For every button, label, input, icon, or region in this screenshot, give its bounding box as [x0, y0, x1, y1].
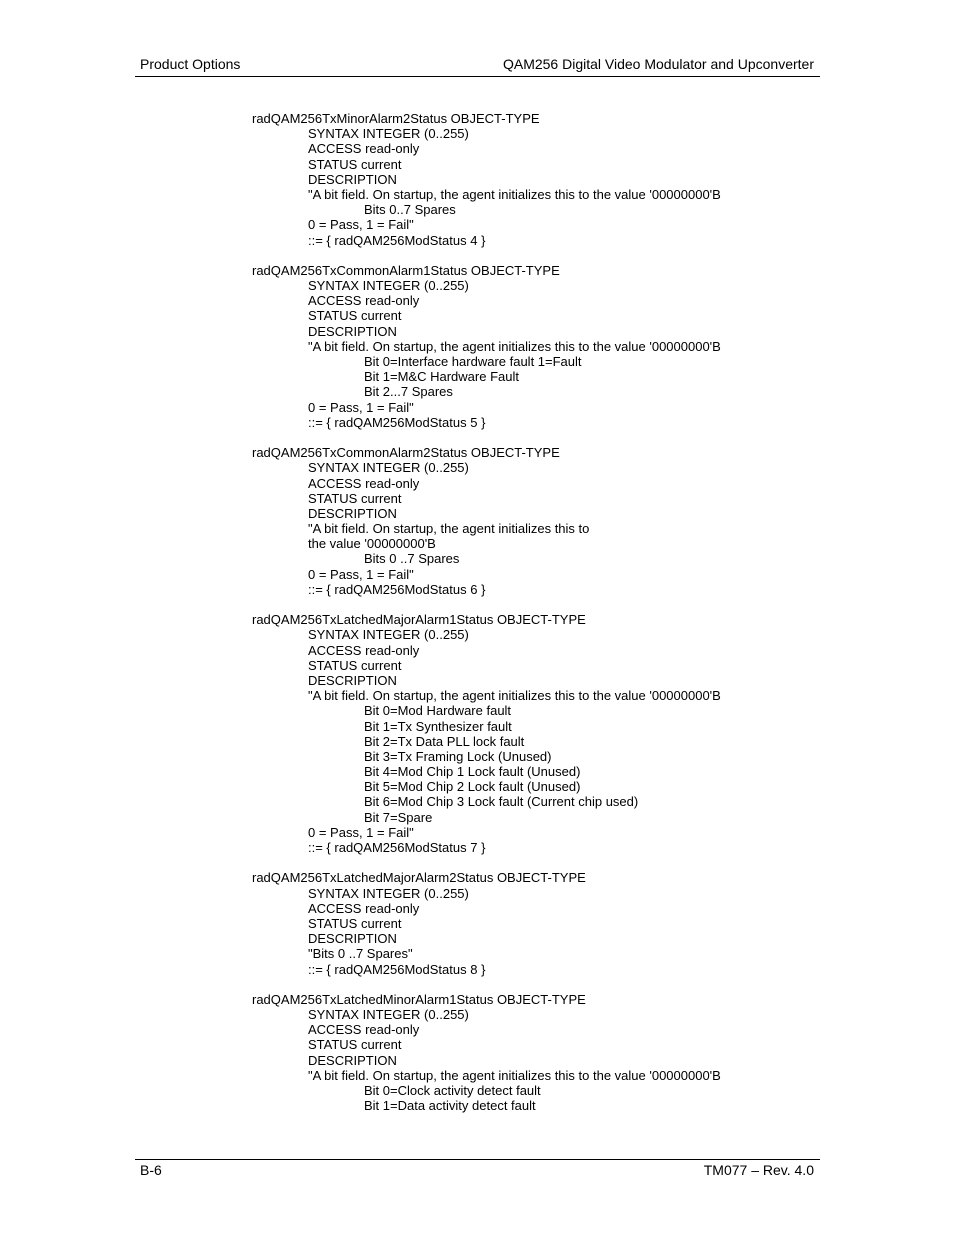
- status-line: STATUS current: [308, 1037, 402, 1053]
- object-type-name: radQAM256TxCommonAlarm1Status OBJECT-TYPE: [252, 262, 560, 278]
- object-type-name: radQAM256TxLatchedMinorAlarm1Status OBJECT-TYPE: [252, 991, 586, 1007]
- page-footer: [140, 1162, 814, 1180]
- object-type-name: radQAM256TxCommonAlarm2Status OBJECT-TYPE: [252, 445, 560, 461]
- description-text: "A bit field. On startup, the agent initializes this to the value '00000000'B: [308, 186, 721, 202]
- bit-definition: Bit 1=Tx Synthesizer fault: [364, 718, 512, 734]
- bit-definition: Bit 0=Clock activity detect fault: [364, 1083, 541, 1098]
- oid-assignment: ::= { radQAM256ModStatus 7 }: [308, 840, 486, 855]
- header-section-title: Product Options: [140, 56, 241, 72]
- mib-object-block: [252, 870, 812, 976]
- pass-fail-legend: 0 = Pass, 1 = Fail": [308, 824, 414, 840]
- status-line: STATUS current: [308, 915, 402, 931]
- mib-definitions: [252, 111, 812, 1129]
- bit-definition: Bit 1=M&C Hardware Fault: [364, 369, 519, 385]
- page-header: [140, 56, 814, 74]
- bit-definition: Bit 1=Data activity detect fault: [364, 1098, 536, 1114]
- access-line: ACCESS read-only: [308, 475, 420, 491]
- header-document-title: QAM256 Digital Video Modulator and Upconverter: [502, 56, 814, 72]
- syntax-line: SYNTAX INTEGER (0..255): [308, 1007, 469, 1023]
- bit-definition: Bit 4=Mod Chip 1 Lock fault (Unused): [364, 764, 581, 780]
- access-line: ACCESS read-only: [308, 293, 420, 309]
- document-revision: TM077 – Rev. 4.0: [703, 1162, 814, 1178]
- syntax-line: SYNTAX INTEGER (0..255): [308, 627, 469, 643]
- bit-definition: Bit 0=Mod Hardware fault: [364, 703, 512, 719]
- oid-assignment: ::= { radQAM256ModStatus 5 }: [308, 414, 486, 430]
- description-text: "Bits 0 ..7 Spares": [308, 946, 413, 962]
- mib-object-block: [252, 992, 812, 1114]
- oid-assignment: ::= { radQAM256ModStatus 8 }: [308, 961, 486, 977]
- access-line: ACCESS read-only: [308, 1022, 420, 1038]
- description-label: DESCRIPTION: [308, 672, 397, 688]
- oid-assignment: ::= { radQAM256ModStatus 4 }: [308, 232, 486, 248]
- status-line: STATUS current: [308, 657, 402, 673]
- header-rule: [135, 76, 820, 77]
- pass-fail-legend: 0 = Pass, 1 = Fail": [308, 217, 414, 233]
- description-label: DESCRIPTION: [308, 323, 397, 339]
- bit-definition: Bit 0=Interface hardware fault 1=Fault: [364, 354, 582, 369]
- syntax-line: SYNTAX INTEGER (0..255): [308, 126, 469, 142]
- syntax-line: SYNTAX INTEGER (0..255): [308, 885, 469, 901]
- bit-definition: Bits 0..7 Spares: [364, 202, 456, 218]
- syntax-line: SYNTAX INTEGER (0..255): [308, 460, 469, 476]
- access-line: ACCESS read-only: [308, 642, 420, 658]
- description-label: DESCRIPTION: [308, 171, 397, 187]
- mib-object-block: [252, 612, 812, 855]
- object-type-name: radQAM256TxLatchedMajorAlarm2Status OBJECT-TYPE: [252, 870, 586, 886]
- oid-assignment: ::= { radQAM256ModStatus 6 }: [308, 581, 486, 597]
- description-text: the value '00000000'B: [308, 536, 436, 552]
- bit-definition: Bit 2...7 Spares: [364, 384, 453, 400]
- syntax-line: SYNTAX INTEGER (0..255): [308, 278, 469, 294]
- bit-definition: Bit 5=Mod Chip 2 Lock fault (Unused): [364, 779, 581, 795]
- page-number: B-6: [140, 1162, 162, 1178]
- bit-definition: Bit 7=Spare: [364, 809, 433, 825]
- bit-definition: Bit 3=Tx Framing Lock (Unused): [364, 748, 552, 764]
- description-label: DESCRIPTION: [308, 931, 397, 947]
- bit-definition: Bit 6=Mod Chip 3 Lock fault (Current chip used): [364, 794, 639, 810]
- status-line: STATUS current: [308, 156, 402, 172]
- bit-definition: Bit 2=Tx Data PLL lock fault: [364, 733, 525, 749]
- description-text: "A bit field. On startup, the agent initializes this to the value '00000000'B: [308, 338, 721, 354]
- bit-definition: Bits 0 ..7 Spares: [364, 551, 460, 567]
- object-type-name: radQAM256TxMinorAlarm2Status OBJECT-TYPE: [252, 111, 540, 126]
- access-line: ACCESS read-only: [308, 141, 420, 157]
- object-type-name: radQAM256TxLatchedMajorAlarm1Status OBJECT-TYPE: [252, 612, 586, 628]
- description-text: "A bit field. On startup, the agent initializes this to the value '00000000'B: [308, 1067, 721, 1083]
- pass-fail-legend: 0 = Pass, 1 = Fail": [308, 399, 414, 415]
- footer-rule: [135, 1159, 820, 1160]
- description-text: "A bit field. On startup, the agent initializes this to: [308, 521, 590, 537]
- mib-object-block: [252, 445, 812, 597]
- description-text: "A bit field. On startup, the agent initializes this to the value '00000000'B: [308, 688, 721, 704]
- status-line: STATUS current: [308, 490, 402, 506]
- mib-object-block: [252, 111, 812, 248]
- mib-object-block: [252, 263, 812, 430]
- status-line: STATUS current: [308, 308, 402, 324]
- description-label: DESCRIPTION: [308, 505, 397, 521]
- pass-fail-legend: 0 = Pass, 1 = Fail": [308, 566, 414, 582]
- access-line: ACCESS read-only: [308, 900, 420, 916]
- description-label: DESCRIPTION: [308, 1052, 397, 1068]
